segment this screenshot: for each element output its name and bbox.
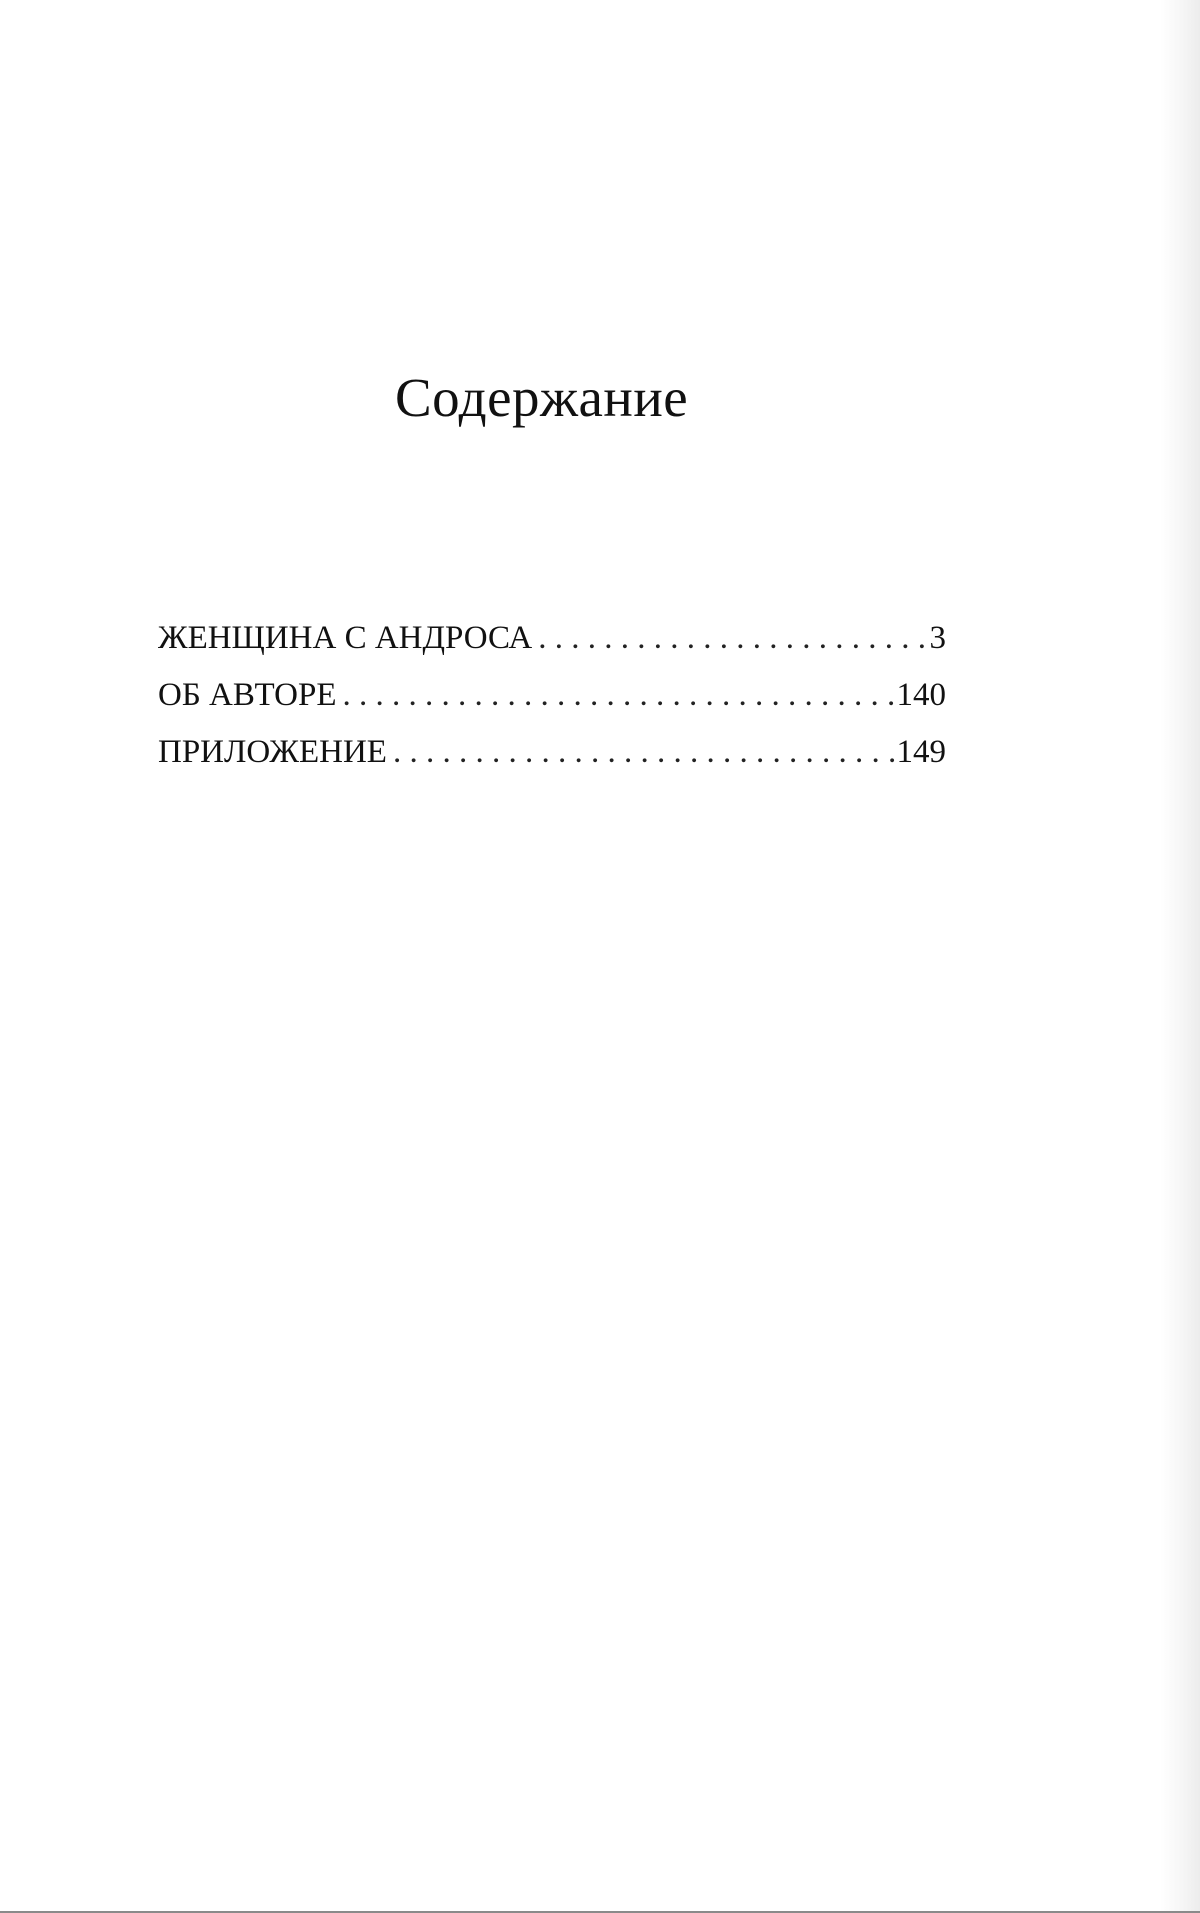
toc-entry-title: ОБ АВТОРЕ	[158, 677, 337, 713]
toc-entry-page-number: 140	[896, 677, 946, 713]
toc-entry	[158, 724, 946, 781]
dot-leader	[343, 667, 895, 724]
toc-entry-title: ПРИЛОЖЕНИЕ	[158, 734, 387, 770]
dot-leader	[538, 610, 927, 667]
page-edge-shadow	[1160, 0, 1200, 1913]
toc-entry-page-number: 3	[929, 620, 946, 656]
dot-leader	[393, 724, 895, 781]
toc-entry-title: ЖЕНЩИНА С АНДРОСА	[158, 620, 533, 656]
page-title: Содержание	[395, 367, 689, 428]
toc-entry	[158, 667, 946, 724]
toc-entry-page-number: 149	[896, 734, 946, 770]
toc-entry	[158, 610, 946, 667]
table-of-contents	[158, 610, 946, 781]
